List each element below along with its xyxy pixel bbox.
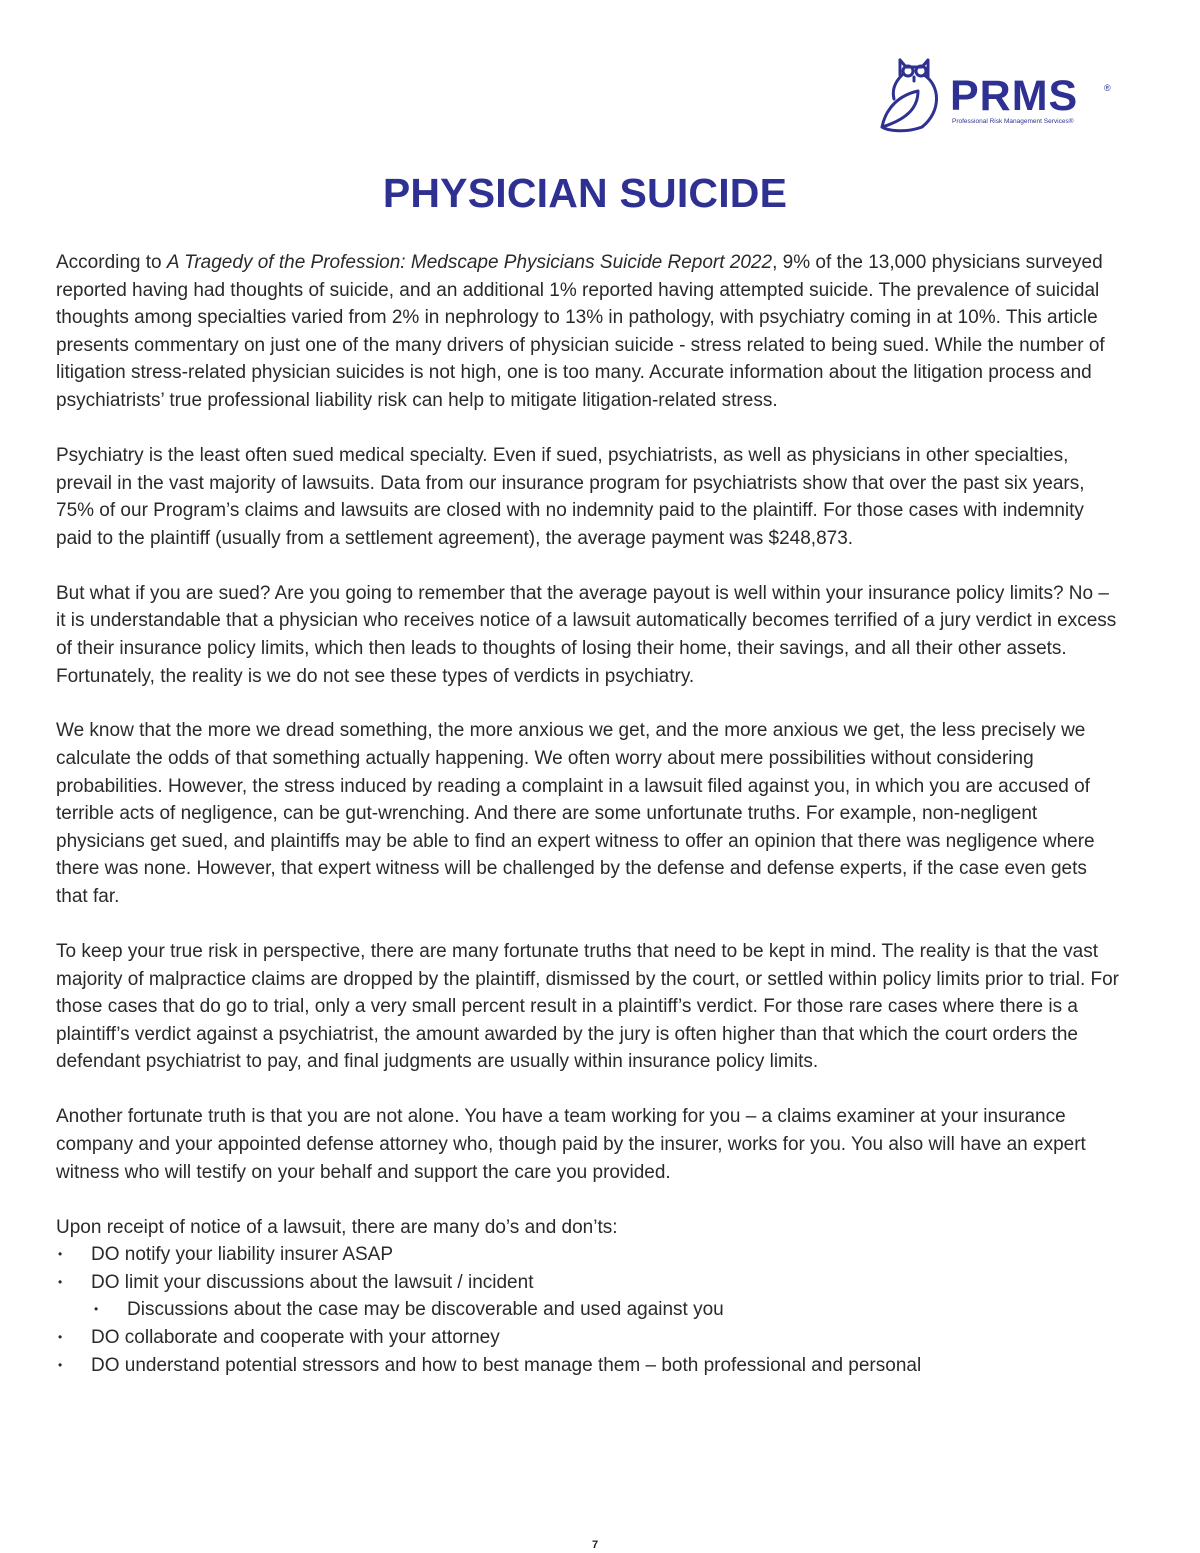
list-item: • DO limit your discussions about the lawsuit / incident <box>56 1269 1122 1297</box>
list-item: • DO notify your liability insurer ASAP <box>56 1241 1122 1269</box>
list-intro: Upon receipt of notice of a lawsuit, there are many do’s and don’ts: <box>56 1216 618 1238</box>
logo-tagline: Professional Risk Management Services® <box>952 118 1074 125</box>
article-body <box>56 249 1122 1379</box>
dos-list <box>56 1241 1122 1379</box>
list-item: • DO collaborate and cooperate with your attorney <box>56 1324 1122 1352</box>
list-item: • DO understand potential stressors and how to best manage them – both professional and personal <box>56 1352 1122 1380</box>
paragraph-4: We know that the more we dread something, the more anxious we get, and the more anxious we get, the less precisely we calculate the odds of that something actually happening. We often worry about mere possibilities without considering probabilities. However, the stress induced by reading a complaint in a lawsuit filed against you, in which you are accused of terrible acts of negligence, can be gut-wrenching. And there are some unfortunate truths. For example, non-negligent physicians get sued, and plaintiffs may be able to find an expert witness to offer an opinion that there was negligence where there was none. However, that expert witness will be challenged by the defense and defense experts, if the case even gets that far. <box>56 720 1095 908</box>
page-number: 7 <box>591 1539 599 1551</box>
page-title: PHYSICIAN SUICIDE <box>382 170 788 216</box>
owl-leaf-icon <box>878 55 950 135</box>
report-title: A Tragedy of the Profession: Medscape Physicians Suicide Report 2022 <box>166 252 773 273</box>
paragraph-1-body: , 9% of the 13,000 physicians surveyed reported having had thoughts of suicide, and an additional 1% reported having attempted suicide. The prevalence of suicidal thoughts among specialties varied from 2% in nephrology to 13% in pathology, with psychiatry coming in at 10%. This article presents commentary on just one of the many drivers of physician suicide - stress related to being sued. While the number of litigation stress-related physician suicides is not high, one is too many. Accurate information about the litigation process and psychiatrists’ true professional liability risk can help to mitigate litigation-related stress. <box>56 252 1105 411</box>
paragraph-1 <box>56 249 1122 415</box>
registered-mark: ® <box>1104 83 1111 93</box>
prms-logo <box>878 55 1118 135</box>
list-subitem: • Discussions about the case may be discoverable and used against you <box>56 1296 1122 1324</box>
logo-wordmark: PRMS <box>950 72 1079 120</box>
paragraph-6: Another fortunate truth is that you are not alone. You have a team working for you – a claims examiner at your insurance company and your appointed defense attorney who, though paid by the insurer, works for you. You also will have an expert witness who will testify on your behalf and support the care you provided. <box>56 1106 1086 1183</box>
paragraph-2: Psychiatry is the least often sued medical specialty. Even if sued, psychiatrists, as well as physicians in other specialties, prevail in the vast majority of lawsuits. Data from our insurance program for psychiatrists show that over the past six years, 75% of our Program’s claims and lawsuits are closed with no indemnity paid to the plaintiff. For those cases with indemnity paid to the plaintiff (usually from a settlement agreement), the average payment was $248,873. <box>56 444 1085 549</box>
paragraph-1-lead: According to <box>56 252 167 273</box>
paragraph-5: To keep your true risk in perspective, there are many fortunate truths that need to be kept in mind. The reality is that the vast majority of malpractice claims are dropped by the plaintiff, dismissed by the court, or settled within policy limits prior to trial. For those cases that do go to trial, only a very small percent result in a plaintiff’s verdict. For those rare cases where there is a plaintiff’s verdict against a psychiatrist, the amount awarded by the jury is often higher than that which the court orders the defendant psychiatrist to pay, and final judgments are usually within insurance policy limits. <box>56 941 1120 1073</box>
paragraph-3: But what if you are sued? Are you going to remember that the average payout is well within your insurance policy limits? No – it is understandable that a physician who receives notice of a lawsuit automatically becomes terrified of a jury verdict in excess of their insurance policy limits, which then leads to thoughts of losing their home, their savings, and all their other assets. Fortunately, the reality is we do not see these types of verdicts in psychiatry. <box>56 582 1117 687</box>
